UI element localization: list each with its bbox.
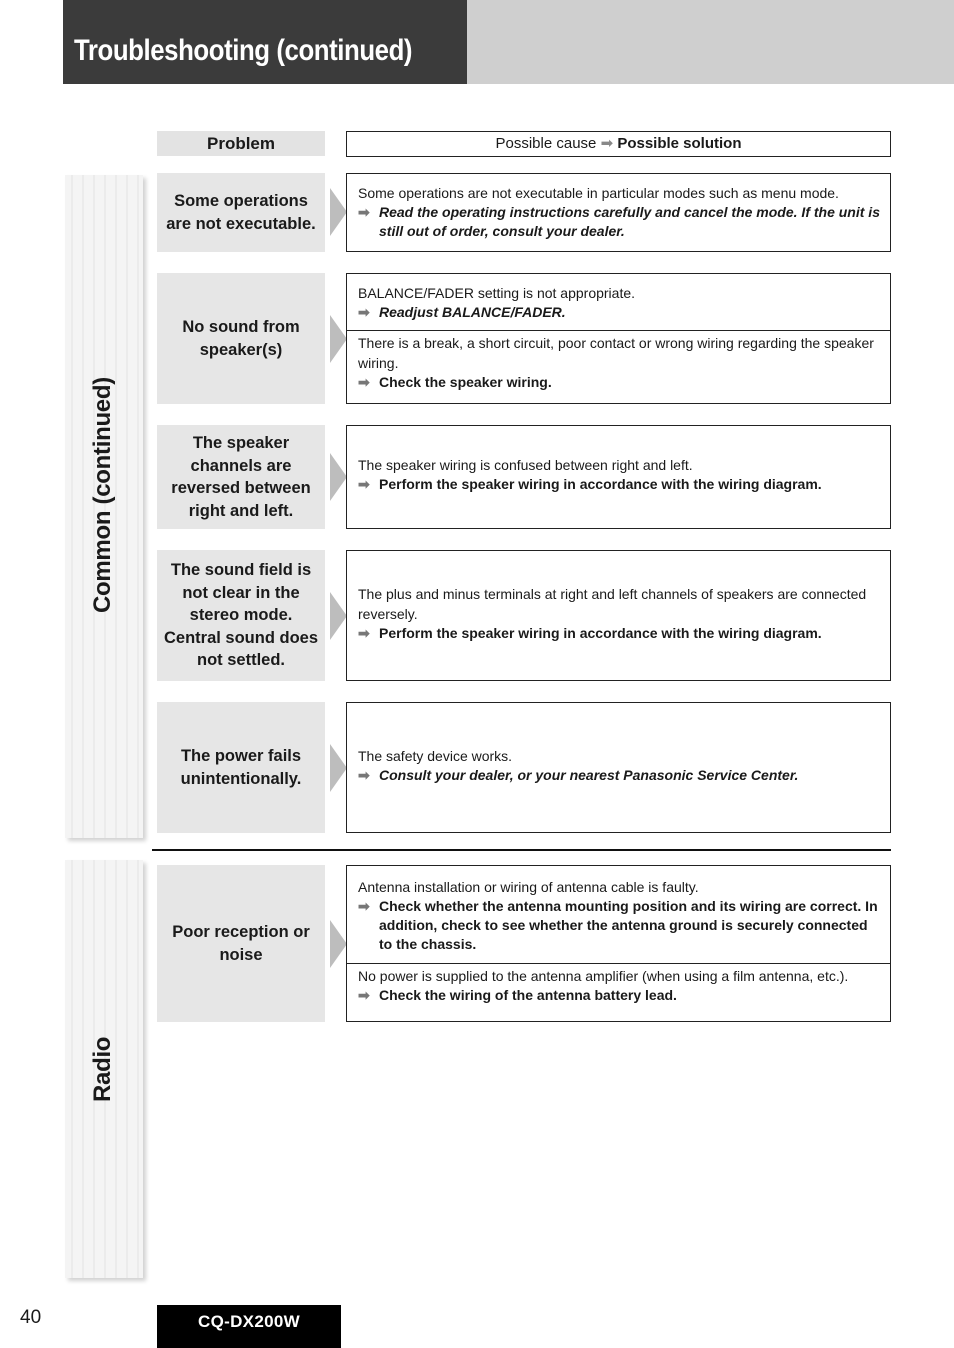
arrow-right-icon: ➡ xyxy=(358,625,370,641)
section-label-common: Common (continued) xyxy=(89,377,116,613)
section-tab-common xyxy=(65,175,143,838)
cause-solution-pair xyxy=(347,866,890,963)
cause-text: Antenna installation or wiring of antenna cable is faulty. xyxy=(358,879,699,895)
solution-text: Check the wiring of the antenna battery lead. xyxy=(379,987,677,1003)
arrow-right-icon: ➡ xyxy=(600,135,614,152)
section-label-radio: Radio xyxy=(89,1036,116,1102)
solution-text-row xyxy=(358,475,880,494)
section-tab-radio xyxy=(65,860,143,1278)
problem-cell: No sound from speaker(s) xyxy=(157,273,325,404)
pointer-arrow-icon xyxy=(330,744,347,792)
page-title: Troubleshooting (continued) xyxy=(74,34,413,67)
solution-text: Readjust BALANCE/FADER. xyxy=(379,304,566,320)
problem-column-header: Problem xyxy=(157,131,325,156)
arrow-right-icon: ➡ xyxy=(358,898,370,914)
cause-text: There is a break, a short circuit, poor contact or wrong wiring regarding the speaker wiring. xyxy=(358,335,874,371)
cause-header-label: Possible cause xyxy=(495,135,597,152)
pointer-arrow-icon xyxy=(330,453,347,501)
solution-text: Check whether the antenna mounting position and its wiring are correct. In addition, check to see whether the antenna ground is securely connected to the chassis. xyxy=(379,898,878,952)
solution-cell xyxy=(346,865,891,1022)
solution-column-header xyxy=(346,131,891,157)
solution-text-row xyxy=(358,373,880,392)
problem-cell: The power fails unintentionally. xyxy=(157,702,325,833)
arrow-right-icon: ➡ xyxy=(358,204,370,220)
section-divider xyxy=(152,849,891,851)
solution-text: Check the speaker wiring. xyxy=(379,374,552,390)
cause-text: The safety device works. xyxy=(358,748,513,764)
problem-cell: Some operations are not executable. xyxy=(157,173,325,252)
solution-text-row xyxy=(358,203,880,241)
solution-cell xyxy=(346,173,891,252)
arrow-right-icon: ➡ xyxy=(358,767,370,783)
problem-cell: The sound field is not clear in the stereo mode. Central sound does not settled. xyxy=(157,550,325,681)
arrow-right-icon: ➡ xyxy=(358,476,370,492)
cause-text: BALANCE/FADER setting is not appropriate. xyxy=(358,285,636,301)
solution-text-row xyxy=(358,986,880,1005)
solution-cell xyxy=(346,550,891,681)
solution-text: Perform the speaker wiring in accordance with the wiring diagram. xyxy=(379,476,822,492)
cause-solution-pair xyxy=(347,963,890,1005)
arrow-right-icon: ➡ xyxy=(358,304,370,320)
cause-text: The plus and minus terminals at right and left channels of speakers are connected reversely. xyxy=(358,586,867,622)
solution-cell xyxy=(346,273,891,404)
cause-solution-pair xyxy=(347,330,890,392)
cause-text: The speaker wiring is confused between right and left. xyxy=(358,457,693,473)
model-badge: CQ-DX200W xyxy=(157,1305,341,1348)
pointer-arrow-icon xyxy=(330,315,347,363)
arrow-right-icon: ➡ xyxy=(358,987,370,1003)
solution-cell xyxy=(346,702,891,833)
cause-text: Some operations are not executable in particular modes such as menu mode. xyxy=(358,185,839,201)
pointer-arrow-icon xyxy=(330,592,347,640)
cause-solution-pair xyxy=(347,426,890,494)
solution-header-label: Possible solution xyxy=(617,135,742,152)
solution-text-row xyxy=(358,897,880,954)
solution-text-row xyxy=(358,303,880,322)
title-bar xyxy=(63,0,467,84)
cause-text: No power is supplied to the antenna amplifier (when using a film antenna, etc.). xyxy=(358,968,849,984)
page-number: 40 xyxy=(20,1307,42,1328)
arrow-right-icon: ➡ xyxy=(358,374,370,390)
pointer-arrow-icon xyxy=(330,188,347,236)
cause-solution-pair xyxy=(347,551,890,643)
cause-solution-pair xyxy=(347,274,890,330)
problem-cell: Poor reception or noise xyxy=(157,865,325,1022)
solution-text: Consult your dealer, or your nearest Panasonic Service Center. xyxy=(379,767,799,783)
title-bar-extension xyxy=(467,0,954,84)
cause-solution-pair xyxy=(347,174,890,241)
problem-cell: The speaker channels are reversed between right and left. xyxy=(157,425,325,529)
solution-cell xyxy=(346,425,891,529)
solution-text-row xyxy=(358,766,880,785)
solution-text-row xyxy=(358,624,880,643)
pointer-arrow-icon xyxy=(330,920,347,968)
solution-text: Read the operating instructions carefully and cancel the mode. If the unit is still out of order, consult your dealer. xyxy=(379,204,880,239)
solution-text: Perform the speaker wiring in accordance with the wiring diagram. xyxy=(379,625,822,641)
cause-solution-pair xyxy=(347,703,890,785)
